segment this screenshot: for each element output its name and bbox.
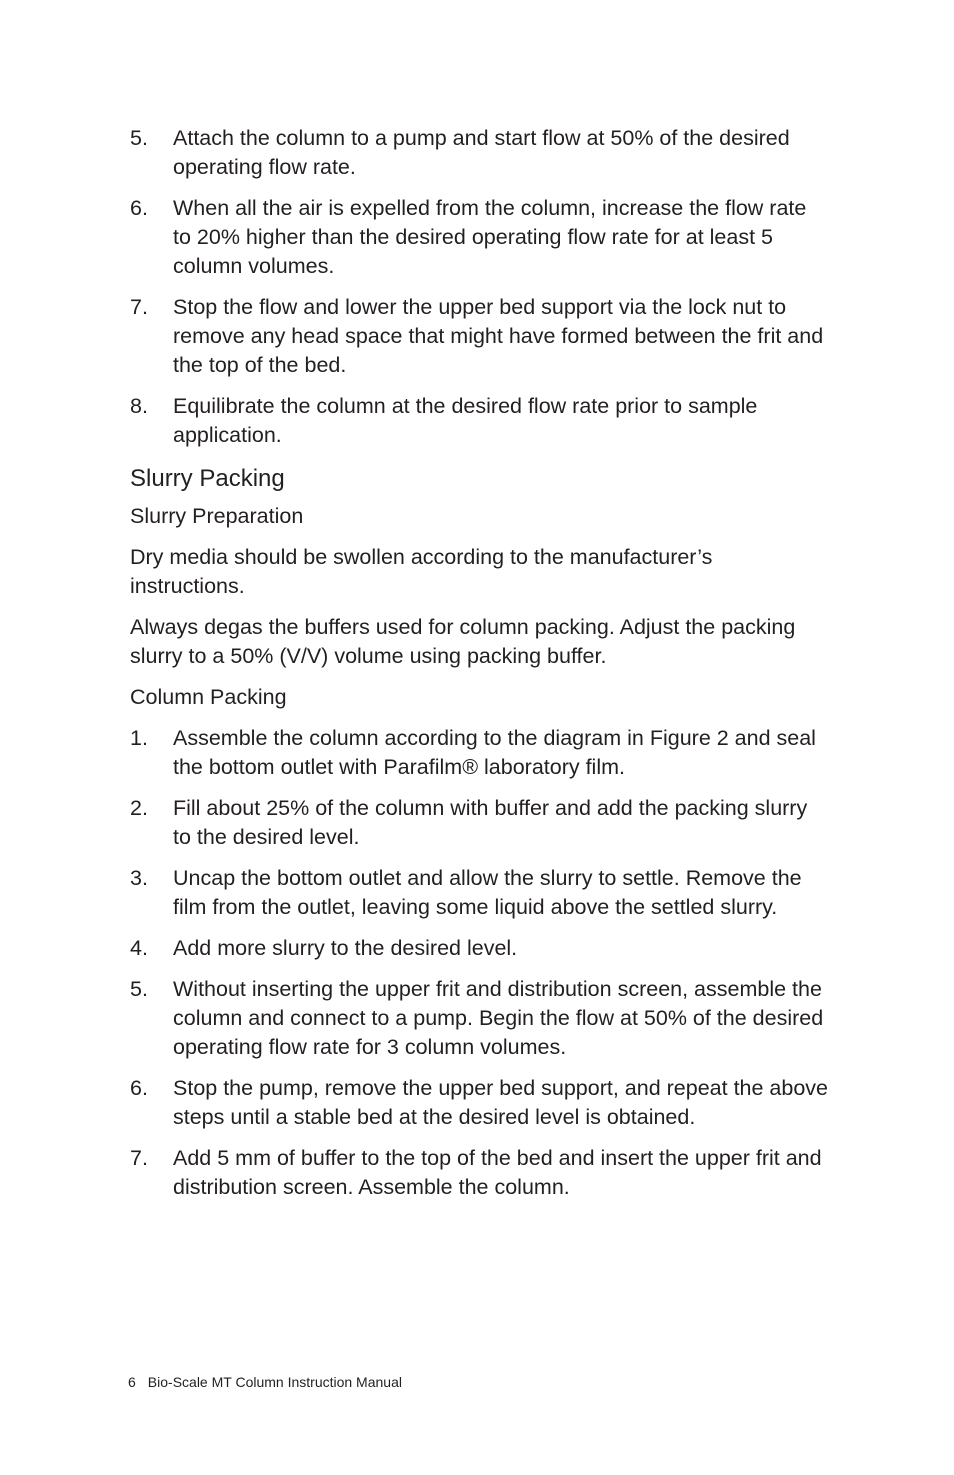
item-number: 5. [130, 126, 148, 150]
item-text: Add more slurry to the desired level. [173, 936, 518, 960]
list-item [130, 724, 830, 782]
item-number: 6. [130, 1076, 148, 1100]
item-number: 8. [130, 394, 148, 418]
item-number: 1. [130, 726, 148, 750]
item-text: Stop the flow and lower the upper bed support via the lock nut to remove any head space that might have formed between the frit and the top of the bed. [173, 295, 824, 377]
page-content [130, 124, 830, 1214]
item-text: Fill about 25% of the column with buffer and add the packing slurry to the desired level. [173, 796, 808, 849]
list-item [130, 934, 830, 963]
slurry-packing-heading: Slurry Packing [130, 465, 285, 492]
item-number: 7. [130, 1146, 148, 1170]
item-number: 4. [130, 936, 148, 960]
item-text: Add 5 mm of buffer to the top of the bed and insert the upper frit and distribution screen. Assemble the column. [173, 1146, 822, 1199]
list-item [130, 1144, 830, 1202]
page-footer [128, 1373, 402, 1391]
list-item [130, 293, 830, 380]
column-packing-heading: Column Packing [130, 685, 287, 709]
item-text: Equilibrate the column at the desired flow rate prior to sample application. [173, 394, 758, 447]
item-text: Attach the column to a pump and start flow at 50% of the desired operating flow rate. [173, 126, 790, 179]
page-number: 6 [128, 1374, 136, 1390]
paragraph: Dry media should be swollen according to the manufacturer’s instructions. [130, 545, 713, 598]
list-item [130, 1074, 830, 1132]
column-packing-steps [130, 724, 830, 1202]
item-number: 6. [130, 196, 148, 220]
item-number: 7. [130, 295, 148, 319]
item-text: Stop the pump, remove the upper bed support, and repeat the above steps until a stable bed at the desired level is obtained. [173, 1076, 829, 1129]
list-item [130, 392, 830, 450]
item-text: When all the air is expelled from the column, increase the flow rate to 20% higher than the desired operating flow rate for at least 5 column volumes. [173, 196, 807, 278]
paragraph: Always degas the buffers used for column packing. Adjust the packing slurry to a 50% (V/V) volume using packing buffer. [130, 615, 796, 668]
steps-list-continued [130, 124, 830, 450]
manual-title: Bio-Scale MT Column Instruction Manual [147, 1374, 402, 1390]
list-item [130, 124, 830, 182]
item-text: Without inserting the upper frit and distribution screen, assemble the column and connect to a pump. Begin the flow at 50% of the desired operating flow rate for 3 column volumes. [173, 977, 824, 1059]
list-item [130, 864, 830, 922]
list-item [130, 194, 830, 281]
item-number: 5. [130, 977, 148, 1001]
item-text: Assemble the column according to the diagram in Figure 2 and seal the bottom outlet with Parafilm® laboratory film. [173, 726, 816, 779]
slurry-preparation-heading: Slurry Preparation [130, 504, 304, 528]
item-number: 2. [130, 796, 148, 820]
list-item [130, 794, 830, 852]
item-number: 3. [130, 866, 148, 890]
list-item [130, 975, 830, 1062]
item-text: Uncap the bottom outlet and allow the slurry to settle. Remove the film from the outlet, leaving some liquid above the settled slurry. [173, 866, 802, 919]
